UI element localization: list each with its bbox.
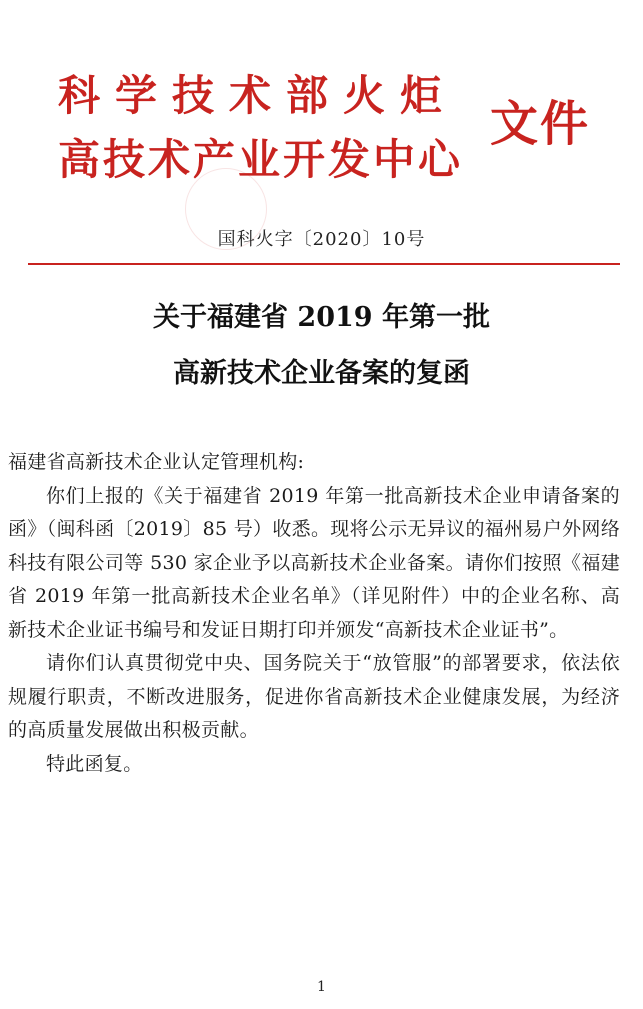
addressee: 福建省高新技术企业认定管理机构: bbox=[8, 451, 305, 473]
issuing-org-line-1: 科学技术部火炬 bbox=[58, 71, 458, 120]
body-paragraph-1: 你们上报的《关于福建省 2019 年第一批高新技术企业申请备案的函》（闽科函〔2019〕85 号）收悉。现将公示无异议的福州易户外网络科技有限公司等 530 家企业予以高新技术企业备案。请你们按照《福建省 2019 年第一批高新技术企业名单》（详见附件）中的企业名称、高新技术企业证书编号和发证日期打印并颁发“高新技术企业证书”。 bbox=[8, 484, 620, 641]
page-number: 1 bbox=[317, 979, 326, 995]
document-title-line-2: 高新技术企业备案的复函 bbox=[173, 358, 470, 389]
issuing-org-line-2: 高技术产业开发中心 bbox=[58, 135, 464, 184]
body-paragraph-2: 请你们认真贯彻党中央、国务院关于“放管服”的部署要求，依法依规履行职责，不断改进服务，促进你省高新技术企业健康发展，为经济的高质量发展做出积极贡献。 bbox=[8, 652, 620, 741]
document-body bbox=[8, 446, 620, 781]
document-number: 国科火字〔2020〕10号 bbox=[217, 229, 426, 250]
document-title-line-1: 关于福建省 2019 年第一批 bbox=[153, 302, 490, 333]
document-type-label: 文件 bbox=[490, 96, 591, 152]
red-divider-line bbox=[28, 263, 620, 265]
closing-line: 特此函复。 bbox=[46, 752, 143, 775]
document-header bbox=[0, 0, 643, 270]
